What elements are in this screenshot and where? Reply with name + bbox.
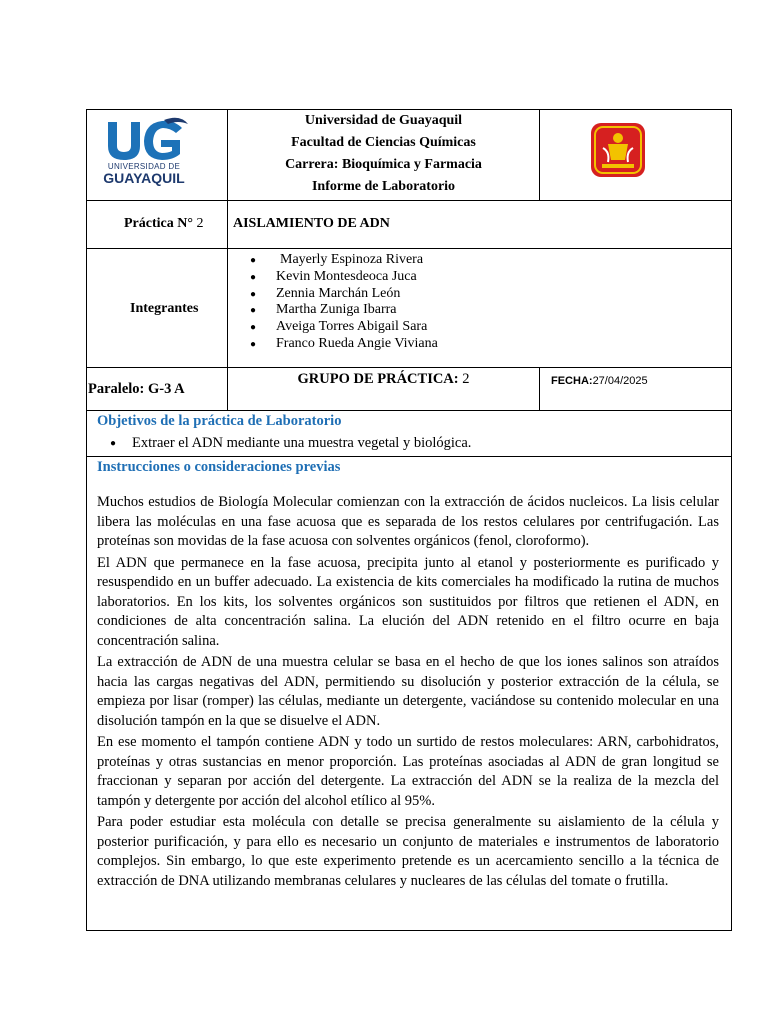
- objetivo-text: Extraer el ADN mediante una muestra vegetal y biológica.: [132, 435, 472, 451]
- integrantes-label: Integrantes: [130, 301, 199, 316]
- member-item: [250, 269, 720, 286]
- ug-logo-line2: GUAYAQUIL: [103, 170, 185, 186]
- members-list: [250, 252, 720, 353]
- practica-label: Práctica N°: [124, 216, 193, 231]
- fecha-cell: [551, 375, 729, 393]
- member-name: Mayerly Espinoza Rivera: [280, 252, 424, 267]
- row-divider-integrantes: [86, 367, 732, 368]
- header-career: Carrera: Bioquímica y Farmacia: [285, 157, 482, 172]
- col-divider-2-top: [539, 109, 540, 201]
- grupo-cell: [228, 371, 539, 391]
- member-name: Martha Zuniga Ibarra: [276, 302, 397, 318]
- member-item: [250, 319, 720, 336]
- member-name: Aveiga Torres Abigail Sara: [276, 319, 428, 335]
- col-divider-2-bottom: [539, 367, 540, 411]
- member-item: [250, 302, 720, 319]
- practica-title: AISLAMIENTO DE ADN: [233, 216, 390, 231]
- instrucciones-paragraph: En ese momento el tampón contiene ADN y todo un surtido de restos moleculares: ARN, carbohidratos, proteínas y otras sustancias en menor proporción. Las proteínas asociadas al ADN de gran longitud se fraccionan y separan por acción del detergente. La extracción del ADN se la realiza de la mezcla del tampón y detergente por acción del alcohol etílico al 95%.: [97, 734, 719, 809]
- member-item: [250, 286, 720, 303]
- member-name: Franco Rueda Angie Viviana: [276, 335, 438, 351]
- table-border-bottom: [86, 930, 732, 931]
- objetivo-item: [110, 435, 720, 452]
- member-item: [250, 336, 720, 353]
- objetivos-list: [110, 435, 720, 452]
- practica-label-cell: [124, 216, 224, 236]
- table-border-left: [86, 109, 87, 931]
- ug-logo: [98, 116, 218, 192]
- grupo-value: 2: [462, 371, 470, 387]
- instrucciones-paragraph: El ADN que permanece en la fase acuosa, precipita junto al etanol y posteriormente es purificado y resuspendido en un buffer adecuado. La existencia de kits comerciales ha modificado la rutina de muchos laboratorios. En los kits, los solventes orgánicos son sustituidos por filtros que retienen el ADN, en condiciones de alta concentración salina. La elución del ADN retenido en el filtro ocurre en baja concentración salina.: [97, 554, 719, 649]
- member-name: Kevin Montesdeoca Juca: [276, 268, 417, 284]
- ug-logo-line1: UNIVERSIDAD DE: [107, 162, 181, 171]
- faculty-badge-icon: [590, 122, 646, 178]
- instrucciones-paragraph: Para poder estudiar esta molécula con detalle se precisa generalmente su aislamiento de la célula y posterior purificación, y para ello es necesario un conjunto de materiales e instrumentos de laboratorio complejos. Sin embargo, lo que este experimento pretende es un acercamiento sencillo a la técnica de extracción de DNA utilizando membranas celulares y nucleares de las células del tomate o frutilla.: [97, 814, 719, 889]
- instrucciones-body: [97, 493, 719, 929]
- fecha-value: 27/04/2025: [592, 375, 648, 387]
- member-item: [250, 252, 720, 269]
- practica-number: 2: [196, 216, 204, 231]
- row-divider-practica: [86, 248, 732, 249]
- members-list-cell: [250, 252, 720, 364]
- header-university: Universidad de Guayaquil: [304, 113, 463, 128]
- header-report-type: Informe de Laboratorio: [311, 179, 456, 194]
- member-name: Zennia Marchán León: [276, 285, 401, 301]
- row-divider-header: [86, 200, 732, 201]
- instrucciones-title: Instrucciones o consideraciones previas: [97, 459, 341, 475]
- objetivos-list-cell: [110, 435, 720, 455]
- paralelo-label: Paralelo: G-3 A: [88, 381, 185, 397]
- fecha-label: FECHA:: [551, 375, 593, 387]
- row-divider-objetivos: [86, 456, 732, 457]
- instrucciones-paragraph: La extracción de ADN de una muestra celular se basa en el hecho de que los iones salinos son atraídos hacia las cargas negativas del ADN, permitiendo su disolución y posterior extracción de la célula, se empieza por lisar (romper) las células, mediante un detergente, vaciándose su contenido molecular en una disolución tampón en la que se disuelve el ADN.: [97, 654, 719, 729]
- objetivos-title: Objetivos de la práctica de Laboratorio: [97, 413, 342, 429]
- instrucciones-paragraph: Muchos estudios de Biología Molecular comienzan con la extracción de ácidos nucleicos. La lisis celular libera las moléculas en una fase acuosa que es separada de los restos celulares por centrifugación. Las proteínas son movidas de la fase acuosa con solventes orgánicos (fenol, cloroformo).: [97, 494, 719, 549]
- header-title-block: [228, 110, 539, 200]
- faculty-logo: [590, 122, 646, 178]
- table-border-right: [731, 109, 732, 931]
- header-faculty: Facultad de Ciencias Químicas: [291, 135, 476, 150]
- row-divider-paralelo: [86, 410, 732, 411]
- grupo-label: GRUPO DE PRÁCTICA:: [297, 371, 459, 387]
